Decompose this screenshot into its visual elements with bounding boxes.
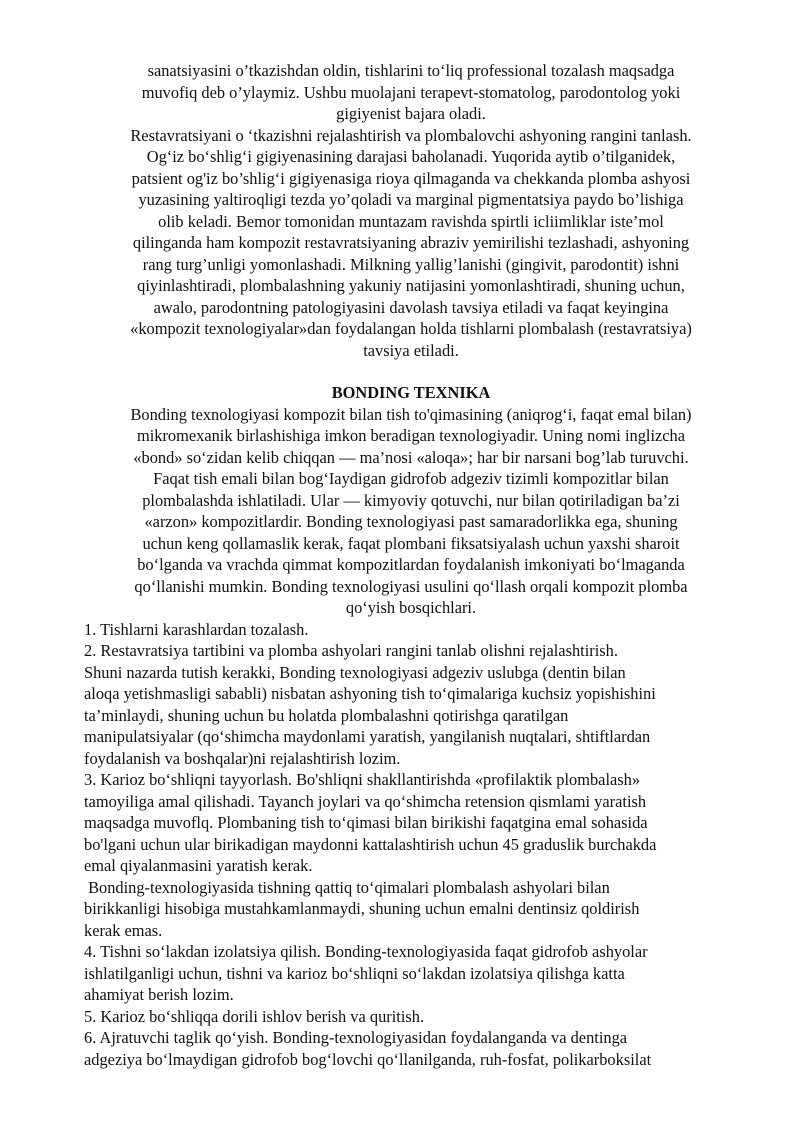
text-line: Shuni nazarda tutish kerakki, Bonding texnologiyasi adgeziv uslubga (dentin bilan xyxy=(84,662,626,682)
text-line: kerak emas. xyxy=(84,920,163,940)
text-line: maqsadga muvoflq. Plombaning tish to‘qimasi bilan birikishi faqatgina emal sohasida xyxy=(84,813,648,832)
text-line: sanatsiyasini o’tkazishdan oldin, tishlarini to‘liq professional tozalash maqsadga xyxy=(147,61,675,80)
text-line: ahamiyat berish lozim. xyxy=(84,985,234,1004)
text-line: bo‘lganda va vrachda qimmat kompozitlardan foydalanish imkoniyati bo‘lmaganda xyxy=(137,555,685,574)
text-line: Bonding-texnologiyasida tishning qattiq to‘qimalari plombalash ashyolari bilan xyxy=(84,877,610,897)
text-line: «arzon» kompozitlardir. Bonding texnologiyasi past samaradorlikka ega, shuning xyxy=(144,512,678,531)
text-line: qilinganda ham kompozit restavratsiyaning abraziv yemirilishi tezlashadi, ashyoning xyxy=(132,233,690,252)
text-line: emal qiyalanmasini yaratish kerak. xyxy=(84,856,313,875)
list-item: 6. Ajratuvchi taglik qo‘yish. Bonding-texnologiyasidan foydalanganda va dentinga xyxy=(84,1028,628,1047)
text-line: «kompozit texnologiyalar»dan foydalangan holda tishlarni plombalash (restavratsiya) xyxy=(130,319,692,338)
text-line: tavsiya etiladi. xyxy=(363,340,459,360)
text-line: ta’minlaydi, shuning uchun bu holatda plombalashni qotirishga qaratilgan xyxy=(84,705,569,725)
text-line: qiyinlashtiradi, plombalashning yakuniy natijasini yomonlashtiradi, shuning uchun, xyxy=(137,276,685,295)
text-line: yuzasining yaltiroqligi tezda yo’qoladi va marginal pigmentatsiya paydo bo’lishiga xyxy=(138,190,684,209)
text-line: aloqa yetishmasligi sababli) nisbatan ashyoning tish to‘qimalariga kuchsiz yopishishini xyxy=(84,684,656,703)
text-line: muvofiq deb o’ylaymiz. Ushbu muolajani terapevt-stomatolog, parodontolog yoki xyxy=(141,82,681,102)
list-item: 2. Restavratsiya tartibini va plomba ashyolari rangini tanlab olishni rejalashtirish. xyxy=(84,641,618,660)
section-heading: BONDING TEXNIKA xyxy=(331,383,491,402)
intro-paragraph xyxy=(84,60,738,125)
text-line: uchun keng qollamaslik kerak, faqat plombani fiksatsiyalash uchun yaxshi sharoit xyxy=(142,533,680,553)
text-line: tamoyiliga amal qilishadi. Tayanch joylari va qo‘shimcha retension qismlami yaratish xyxy=(84,791,647,811)
list-item: 1. Tishlarni karashlardan tozalash. xyxy=(84,619,309,639)
text-line: birikkanligi hisobiga mustahkamlanmaydi, shuning uchun emalni dentinsiz qoldirish xyxy=(84,899,640,918)
text-line: adgeziya bo‘lmaydigan gidrofob bog‘lovchi qo‘llanilganda, ruh-fosfat, polikarboksilat xyxy=(84,1049,652,1069)
text-line: Bonding texnologiyasi kompozit bilan tish to'qimasining (aniqrog‘i, faqat emal bilan) xyxy=(130,404,692,424)
text-line: mikromexanik birlashishiga imkon beradigan texnologiyadir. Uning nomi inglizcha xyxy=(136,426,686,445)
text-line: manipulatsiyalar (qo‘shimcha maydonlami yaratish, yangilanish nuqtalari, shtiftlardan xyxy=(84,727,651,746)
text-line: rang turg’unligi yomonlashadi. Milkning yallig’lanishi (gingivit, parodontit) ishni xyxy=(142,254,680,274)
steps-list xyxy=(84,619,738,1071)
restoration-paragraph xyxy=(84,125,738,362)
text-line: olib keladi. Bemor tomonidan muntazam ravishda spirtli icliimliklar iste’mol xyxy=(158,211,664,231)
text-line: Og‘iz bo‘shlig‘i gigiyenasining darajasi baholanadi. Yuqorida aytib o’tilganidek, xyxy=(146,147,676,166)
text-line: patsient og'iz bo’shlig‘i gigiyenasiga rioya qilmaganda va chekkanda plomba ashyosi xyxy=(131,168,691,188)
text-line: Faqat tish emali bilan bog‘Iaydigan gidrofob adgeziv tizimli kompozitlar bilan xyxy=(153,469,669,488)
list-item: 3. Karioz bo‘shliqni tayyorlash. Bo'shliqni shakllantirishda «profilaktik plombalash» xyxy=(84,770,641,789)
text-line: bo'lgani uchun ular birikadigan maydonni kattalashtirish uchun 45 graduslik burchakda xyxy=(84,834,657,854)
list-item: 4. Tishni so‘lakdan izolatsiya qilish. Bonding-texnologiyasida faqat gidrofob ashyolar xyxy=(84,942,648,961)
text-line: awalo, parodontning patologiyasini davolash tavsiya etiladi va faqat keyingina xyxy=(153,297,669,317)
text-line: gigiyenist bajara oladi. xyxy=(336,104,486,123)
text-line: foydalanish va boshqalar)ni rejalashtirish lozim. xyxy=(84,748,401,768)
text-line: qo‘yish bosqichlari. xyxy=(345,598,477,617)
text-line: ishlatilganligi uchun, tishni va karioz bo‘shliqni so‘lakdan izolatsiya qilishga katta xyxy=(84,963,625,983)
text-line: Restavratsiyani o ‘tkazishni rejalashtirish va plombalovchi ashyoning rangini tanlash. xyxy=(130,125,692,145)
bonding-paragraph xyxy=(84,404,738,619)
text-line: plombalashda ishlatiladi. Ular — kimyoviy qotuvchi, nur bilan qotiriladigan ba’zi xyxy=(142,490,680,510)
text-line: qo‘llanishi mumkin. Bonding texnologiyasi usulini qo‘llash orqali kompozit plomba xyxy=(134,576,688,596)
list-item: 5. Karioz bo‘shliqqa dorili ishlov berish va quritish. xyxy=(84,1006,425,1026)
text-line: «bond» so‘zidan kelib chiqqan — ma’nosi «aloqa»; har bir narsani bog’lab turuvchi. xyxy=(133,447,689,467)
